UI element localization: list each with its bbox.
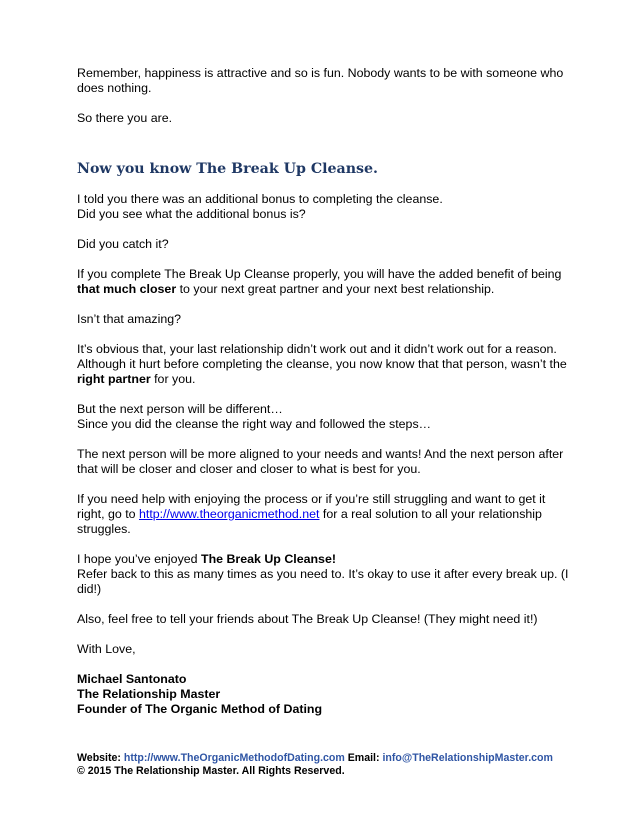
enjoyed-pre: I hope you’ve enjoyed	[77, 552, 201, 566]
complete-cleanse-post: to your next great partner and your next best relationship.	[176, 282, 495, 296]
paragraph-enjoyed	[77, 552, 573, 597]
signature-title: The Relationship Master	[77, 687, 221, 701]
last-relationship-pre: It’s obvious that, your last relationship didn’t work out and it didn’t work out for a reason. Although it hurt before completing the cleanse, you now know that that person, wasn’t the	[77, 342, 567, 371]
paragraph-bonus	[77, 192, 573, 222]
last-relationship-post: for you.	[150, 372, 196, 386]
footer-copyright: © 2015 The Relationship Master. All Rights Reserved.	[77, 765, 345, 777]
paragraph-happiness: Remember, happiness is attractive and so is fun. Nobody wants to be with someone who does nothing.	[77, 66, 564, 95]
organic-method-link[interactable]: http://www.theorganicmethod.net	[139, 507, 320, 521]
signature-role: Founder of The Organic Method of Dating	[77, 702, 323, 716]
next-person-line-1: But the next person will be different…	[77, 402, 283, 416]
footer-contact-line	[77, 752, 577, 765]
need-help-post: for a real solution to all your relationship struggles.	[77, 507, 542, 536]
footer-email-link[interactable]: info@TheRelationshipMaster.com	[382, 752, 553, 764]
paragraph-with-love: With Love,	[77, 642, 136, 656]
paragraph-next-person	[77, 402, 573, 432]
document-body	[77, 66, 573, 717]
footer-website-link[interactable]: http://www.TheOrganicMethodofDating.com	[123, 752, 345, 764]
paragraph-complete-cleanse	[77, 267, 573, 297]
complete-cleanse-bold: that much closer	[77, 282, 177, 296]
paragraph-amazing: Isn’t that amazing?	[77, 312, 182, 326]
signature-block	[77, 672, 573, 717]
bonus-line-2: Did you see what the additional bonus is?	[77, 207, 306, 221]
paragraph-catch-it: Did you catch it?	[77, 237, 169, 251]
paragraph-so-there: So there you are.	[77, 111, 173, 125]
paragraph-aligned: The next person will be more aligned to your needs and wants! And the next person after that will be closer and closer and closer to what is best for you.	[77, 447, 564, 476]
section-heading: Now you know The Break Up Cleanse.	[77, 161, 378, 177]
next-person-line-2: Since you did the cleanse the right way and followed the steps…	[77, 417, 432, 431]
last-relationship-bold: right partner	[77, 372, 151, 386]
need-help-pre: If you need help with enjoying the process or if you’re still struggling and want to get it right, go to	[77, 492, 546, 521]
footer-website-label: Website:	[77, 752, 124, 764]
paragraph-need-help	[77, 492, 573, 537]
paragraph-tell-friends: Also, feel free to tell your friends about The Break Up Cleanse! (They might need it!)	[77, 612, 538, 626]
signature-name: Michael Santonato	[77, 672, 187, 686]
bonus-line-1: I told you there was an additional bonus to completing the cleanse.	[77, 192, 443, 206]
paragraph-last-relationship	[77, 342, 573, 387]
enjoyed-line-2: Refer back to this as many times as you need to. It’s okay to use it after every break up. (I did!)	[77, 567, 569, 596]
enjoyed-bold: The Break Up Cleanse!	[201, 552, 336, 566]
complete-cleanse-pre: If you complete The Break Up Cleanse properly, you will have the added benefit of being	[77, 267, 562, 281]
footer-email-label: Email:	[344, 752, 383, 764]
page-footer	[77, 752, 577, 778]
